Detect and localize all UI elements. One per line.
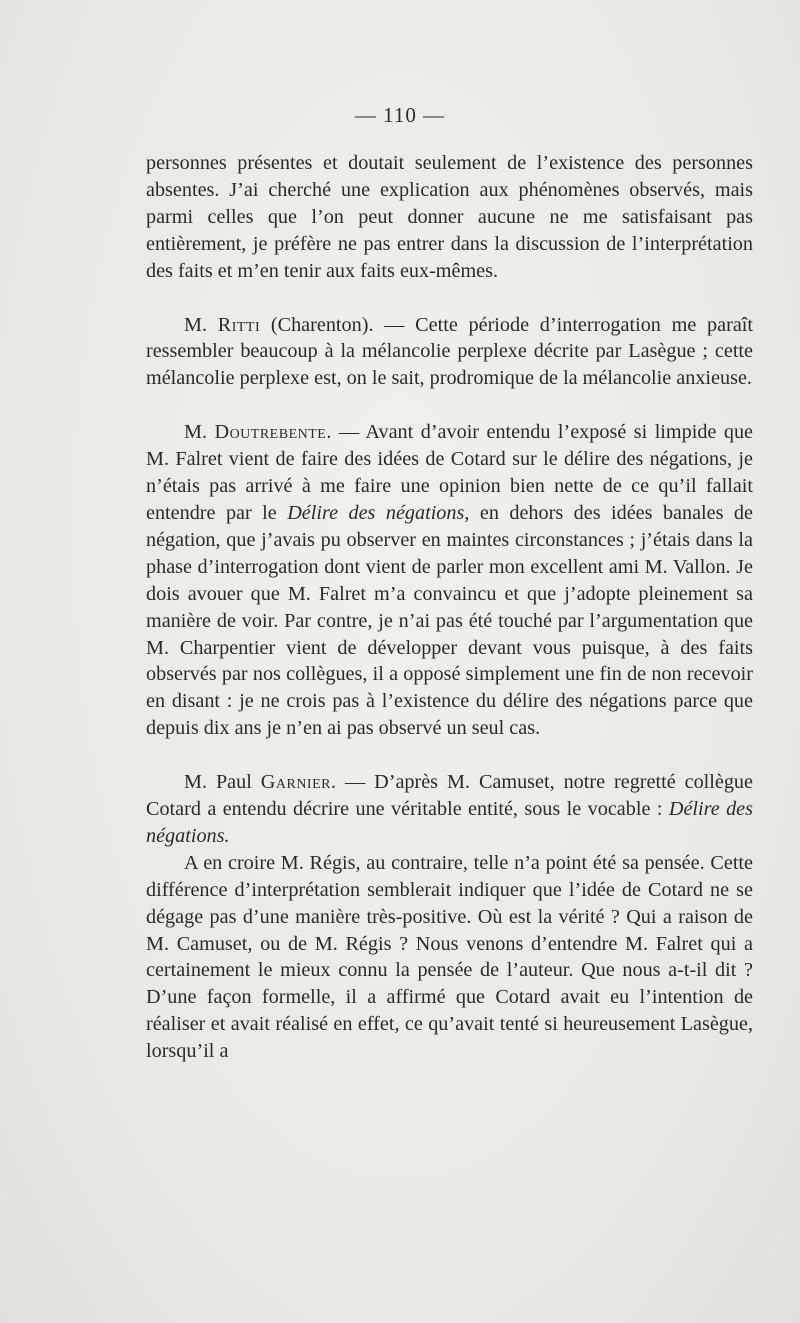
- paragraph-garnier: [146, 769, 753, 850]
- speaker-prefix: M.: [184, 421, 215, 444]
- paragraph-doutrebente: [146, 419, 753, 742]
- speaker-prefix: M.: [184, 313, 218, 336]
- speaker-name: Garnier: [260, 771, 331, 794]
- paragraph-text: . — D’après M. Camuset, notre regretté collègue Cotard a entendu décrire une véritable entité, sous le vocable :: [146, 771, 753, 821]
- paragraph-text: . — Avant d’avoir entendu l’exposé si limpide que M. Falret vient de faire des idées de Cotard sur le délire des négations, je n’étais pas arrivé à me faire une opinion bien nette de ce qu’il fallait entendre par le: [146, 421, 753, 524]
- speaker-prefix: M. Paul: [184, 771, 261, 794]
- speaker-name: Ritti: [217, 313, 261, 336]
- page-number: — 110 —: [354, 103, 446, 127]
- paragraph-text: A en croire M. Régis, au contraire, telle n’a point été sa pensée. Cette différence d’interprétation semblerait indiquer que l’idée de Cotard ne se dégage pas d’une manière très-positive. Où est la vérité ? Qui a raison de M. Camuset, ou de M. Régis ? Nous venons d’entendre M. Falret qui a certainement le mieux connu la pensée de l’auteur. Que nous a-t-il dit ? D’une façon formelle, il a affirmé que Cotard avait eu l’intention de réaliser et avait réalisé en effet, ce qu’avait tenté si heureusement Lasègue, lorsqu’il a: [146, 851, 753, 1063]
- paragraph-text: , en dehors des idées banales de négation, que j’avais pu observer en maintes circonstances ; j’étais dans la phase d’interrogation dont vient de parler mon excellent ami M. Vallon. Je dois avouer que M. Falret m’a convaincu et que j’adopte pleinement sa manière de voir. Par contre, je n’ai pas été touché par l’argumentation que M. Charpentier vient de développer devant vous puisque, à des faits observés par nos collègues, il a opposé simplement une fin de non recevoir en disant : je ne crois pas à l’existence du délire des négations parce que depuis dix ans je n’en ai pas observé un seul cas.: [146, 501, 753, 740]
- paragraph-ritti: [146, 312, 753, 393]
- paragraph-text: (Charenton). — Cette période d’interrogation me paraît ressembler beaucoup à la mélancolie perplexe décrite par Lasègue ; cette mélancolie perplexe est, on le sait, prodromique de la mélancolie anxieuse.: [146, 313, 754, 390]
- italic-term: Délire des négations.: [146, 798, 754, 847]
- italic-term: Délire des négations: [287, 501, 465, 524]
- body-text: [146, 150, 753, 1065]
- paragraph-text: personnes présentes et doutait seulement de l’existence des personnes absentes. J’ai cherché une explication aux phénomènes observés, mais parmi celles que l’on peut donner aucune ne me satisfaisant pas entièrement, je préfère ne pas entrer dans la discussion de l’interprétation des faits et m’en tenir aux faits eux-mêmes.: [146, 152, 753, 282]
- paragraph-continuation: [146, 150, 753, 285]
- paragraph-regis: [146, 850, 753, 1065]
- speaker-name: Doutrebente: [214, 421, 327, 444]
